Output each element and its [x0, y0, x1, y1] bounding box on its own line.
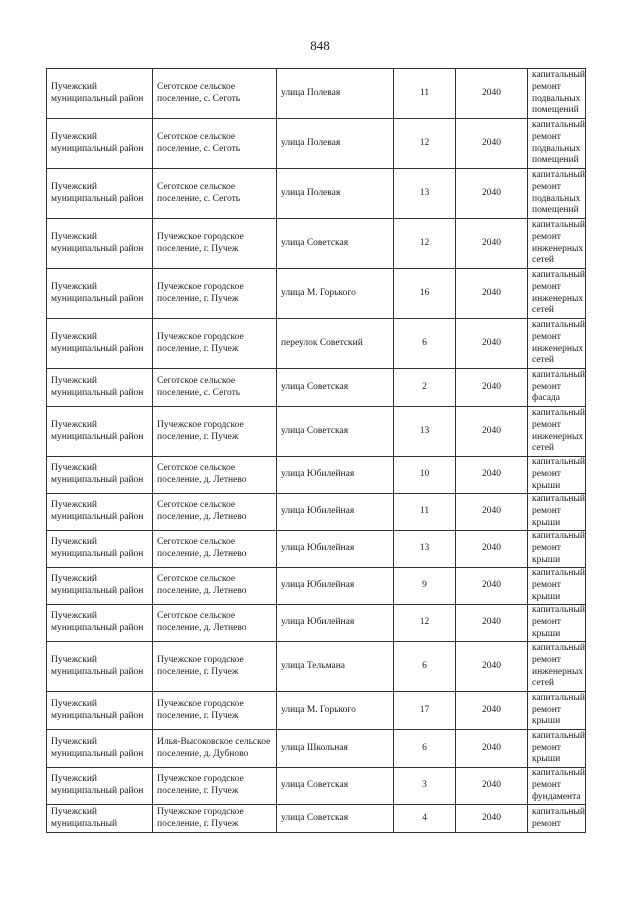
settlement-cell: Пучежское городское поселение, г. Пучеж [153, 219, 277, 269]
work-type-cell: капитальный ремонт крыши [528, 494, 586, 531]
street-cell: улица Юбилейная [277, 457, 394, 494]
work-type-cell: капитальный ремонт инженерных сетей [528, 407, 586, 457]
year-cell: 2040 [456, 219, 528, 269]
year-cell: 2040 [456, 730, 528, 768]
district-cell: Пучежский муниципальный [47, 805, 153, 833]
settlement-cell: Пучежское городское поселение, г. Пучеж [153, 805, 277, 833]
house-number-cell: 10 [394, 457, 456, 494]
district-cell: Пучежский муниципальный район [47, 692, 153, 730]
work-type-cell: капитальный ремонт крыши [528, 531, 586, 568]
work-type-cell: капитальный ремонт подвальных помещений [528, 119, 586, 169]
year-cell: 2040 [456, 692, 528, 730]
district-cell: Пучежский муниципальный район [47, 457, 153, 494]
street-cell: улица Школьная [277, 730, 394, 768]
house-number-cell: 17 [394, 692, 456, 730]
settlement-cell: Сеготское сельское поселение, д. Летнево [153, 457, 277, 494]
house-number-cell: 9 [394, 568, 456, 605]
street-cell: улица Полевая [277, 69, 394, 119]
table-row [47, 730, 586, 768]
house-number-cell: 6 [394, 642, 456, 692]
year-cell: 2040 [456, 768, 528, 805]
house-number-cell: 3 [394, 768, 456, 805]
page-number: 848 [310, 38, 330, 53]
work-type-cell: капитальный ремонт крыши [528, 605, 586, 642]
district-cell: Пучежский муниципальный район [47, 494, 153, 531]
table-row [47, 692, 586, 730]
district-cell: Пучежский муниципальный район [47, 369, 153, 407]
district-cell: Пучежский муниципальный район [47, 605, 153, 642]
settlement-cell: Пучежское городское поселение, г. Пучеж [153, 407, 277, 457]
work-type-cell: капитальный ремонт крыши [528, 568, 586, 605]
street-cell: улица М. Горького [277, 692, 394, 730]
year-cell: 2040 [456, 531, 528, 568]
street-cell: улица Тельмана [277, 642, 394, 692]
house-number-cell: 12 [394, 605, 456, 642]
table-body [47, 69, 586, 833]
work-type-cell: капитальный ремонт крыши [528, 692, 586, 730]
work-type-cell: капитальный ремонт фасада [528, 369, 586, 407]
year-cell: 2040 [456, 805, 528, 833]
district-cell: Пучежский муниципальный район [47, 531, 153, 568]
street-cell: улица Юбилейная [277, 605, 394, 642]
settlement-cell: Илья-Высоковское сельское поселение, д. Дубново [153, 730, 277, 768]
district-cell: Пучежский муниципальный район [47, 219, 153, 269]
district-cell: Пучежский муниципальный район [47, 319, 153, 369]
district-cell: Пучежский муниципальный район [47, 269, 153, 319]
street-cell: улица Советская [277, 805, 394, 833]
street-cell: переулок Советский [277, 319, 394, 369]
street-cell: улица Советская [277, 369, 394, 407]
house-number-cell: 2 [394, 369, 456, 407]
repair-schedule-table [46, 68, 586, 833]
street-cell: улица Полевая [277, 119, 394, 169]
house-number-cell: 13 [394, 407, 456, 457]
work-type-cell: капитальный ремонт крыши [528, 457, 586, 494]
settlement-cell: Сеготское сельское поселение, д. Летнево [153, 531, 277, 568]
table-row [47, 531, 586, 568]
work-type-cell: капитальный ремонт фундамента [528, 768, 586, 805]
table-row [47, 269, 586, 319]
work-type-cell: капитальный ремонт инженерных сетей [528, 269, 586, 319]
house-number-cell: 13 [394, 169, 456, 219]
settlement-cell: Сеготское сельское поселение, д. Летнево [153, 568, 277, 605]
house-number-cell: 4 [394, 805, 456, 833]
settlement-cell: Сеготское сельское поселение, д. Летнево [153, 494, 277, 531]
table-row [47, 642, 586, 692]
year-cell: 2040 [456, 642, 528, 692]
house-number-cell: 16 [394, 269, 456, 319]
settlement-cell: Пучежское городское поселение, г. Пучеж [153, 319, 277, 369]
settlement-cell: Сеготское сельское поселение, д. Летнево [153, 605, 277, 642]
work-type-cell: капитальный ремонт крыши [528, 730, 586, 768]
work-type-cell: капитальный ремонт [528, 805, 586, 833]
table-row [47, 369, 586, 407]
table-row [47, 119, 586, 169]
year-cell: 2040 [456, 568, 528, 605]
settlement-cell: Сеготское сельское поселение, с. Сеготь [153, 169, 277, 219]
house-number-cell: 11 [394, 494, 456, 531]
settlement-cell: Пучежское городское поселение, г. Пучеж [153, 768, 277, 805]
year-cell: 2040 [456, 407, 528, 457]
settlement-cell: Пучежское городское поселение, г. Пучеж [153, 692, 277, 730]
work-type-cell: капитальный ремонт инженерных сетей [528, 319, 586, 369]
street-cell: улица Советская [277, 768, 394, 805]
house-number-cell: 11 [394, 69, 456, 119]
year-cell: 2040 [456, 269, 528, 319]
street-cell: улица Юбилейная [277, 568, 394, 605]
year-cell: 2040 [456, 494, 528, 531]
table-row [47, 169, 586, 219]
year-cell: 2040 [456, 119, 528, 169]
district-cell: Пучежский муниципальный район [47, 119, 153, 169]
table-row [47, 457, 586, 494]
table-row [47, 494, 586, 531]
year-cell: 2040 [456, 605, 528, 642]
work-type-cell: капитальный ремонт подвальных помещений [528, 169, 586, 219]
district-cell: Пучежский муниципальный район [47, 69, 153, 119]
settlement-cell: Сеготское сельское поселение, с. Сеготь [153, 369, 277, 407]
settlement-cell: Сеготское сельское поселение, с. Сеготь [153, 69, 277, 119]
work-type-cell: капитальный ремонт инженерных сетей [528, 219, 586, 269]
street-cell: улица Юбилейная [277, 531, 394, 568]
district-cell: Пучежский муниципальный район [47, 407, 153, 457]
year-cell: 2040 [456, 69, 528, 119]
district-cell: Пучежский муниципальный район [47, 768, 153, 805]
table-row [47, 568, 586, 605]
work-type-cell: капитальный ремонт подвальных помещений [528, 69, 586, 119]
street-cell: улица Юбилейная [277, 494, 394, 531]
year-cell: 2040 [456, 319, 528, 369]
house-number-cell: 13 [394, 531, 456, 568]
district-cell: Пучежский муниципальный район [47, 730, 153, 768]
settlement-cell: Пучежское городское поселение, г. Пучеж [153, 642, 277, 692]
house-number-cell: 6 [394, 319, 456, 369]
table-row [47, 768, 586, 805]
table-row [47, 407, 586, 457]
house-number-cell: 6 [394, 730, 456, 768]
work-type-cell: капитальный ремонт инженерных сетей [528, 642, 586, 692]
table-row [47, 805, 586, 833]
year-cell: 2040 [456, 169, 528, 219]
street-cell: улица Полевая [277, 169, 394, 219]
table-row [47, 69, 586, 119]
settlement-cell: Пучежское городское поселение, г. Пучеж [153, 269, 277, 319]
settlement-cell: Сеготское сельское поселение, с. Сеготь [153, 119, 277, 169]
house-number-cell: 12 [394, 119, 456, 169]
street-cell: улица Советская [277, 219, 394, 269]
table-row [47, 605, 586, 642]
street-cell: улица М. Горького [277, 269, 394, 319]
district-cell: Пучежский муниципальный район [47, 568, 153, 605]
year-cell: 2040 [456, 369, 528, 407]
table-row [47, 319, 586, 369]
district-cell: Пучежский муниципальный район [47, 642, 153, 692]
district-cell: Пучежский муниципальный район [47, 169, 153, 219]
year-cell: 2040 [456, 457, 528, 494]
street-cell: улица Советская [277, 407, 394, 457]
table-row [47, 219, 586, 269]
house-number-cell: 12 [394, 219, 456, 269]
